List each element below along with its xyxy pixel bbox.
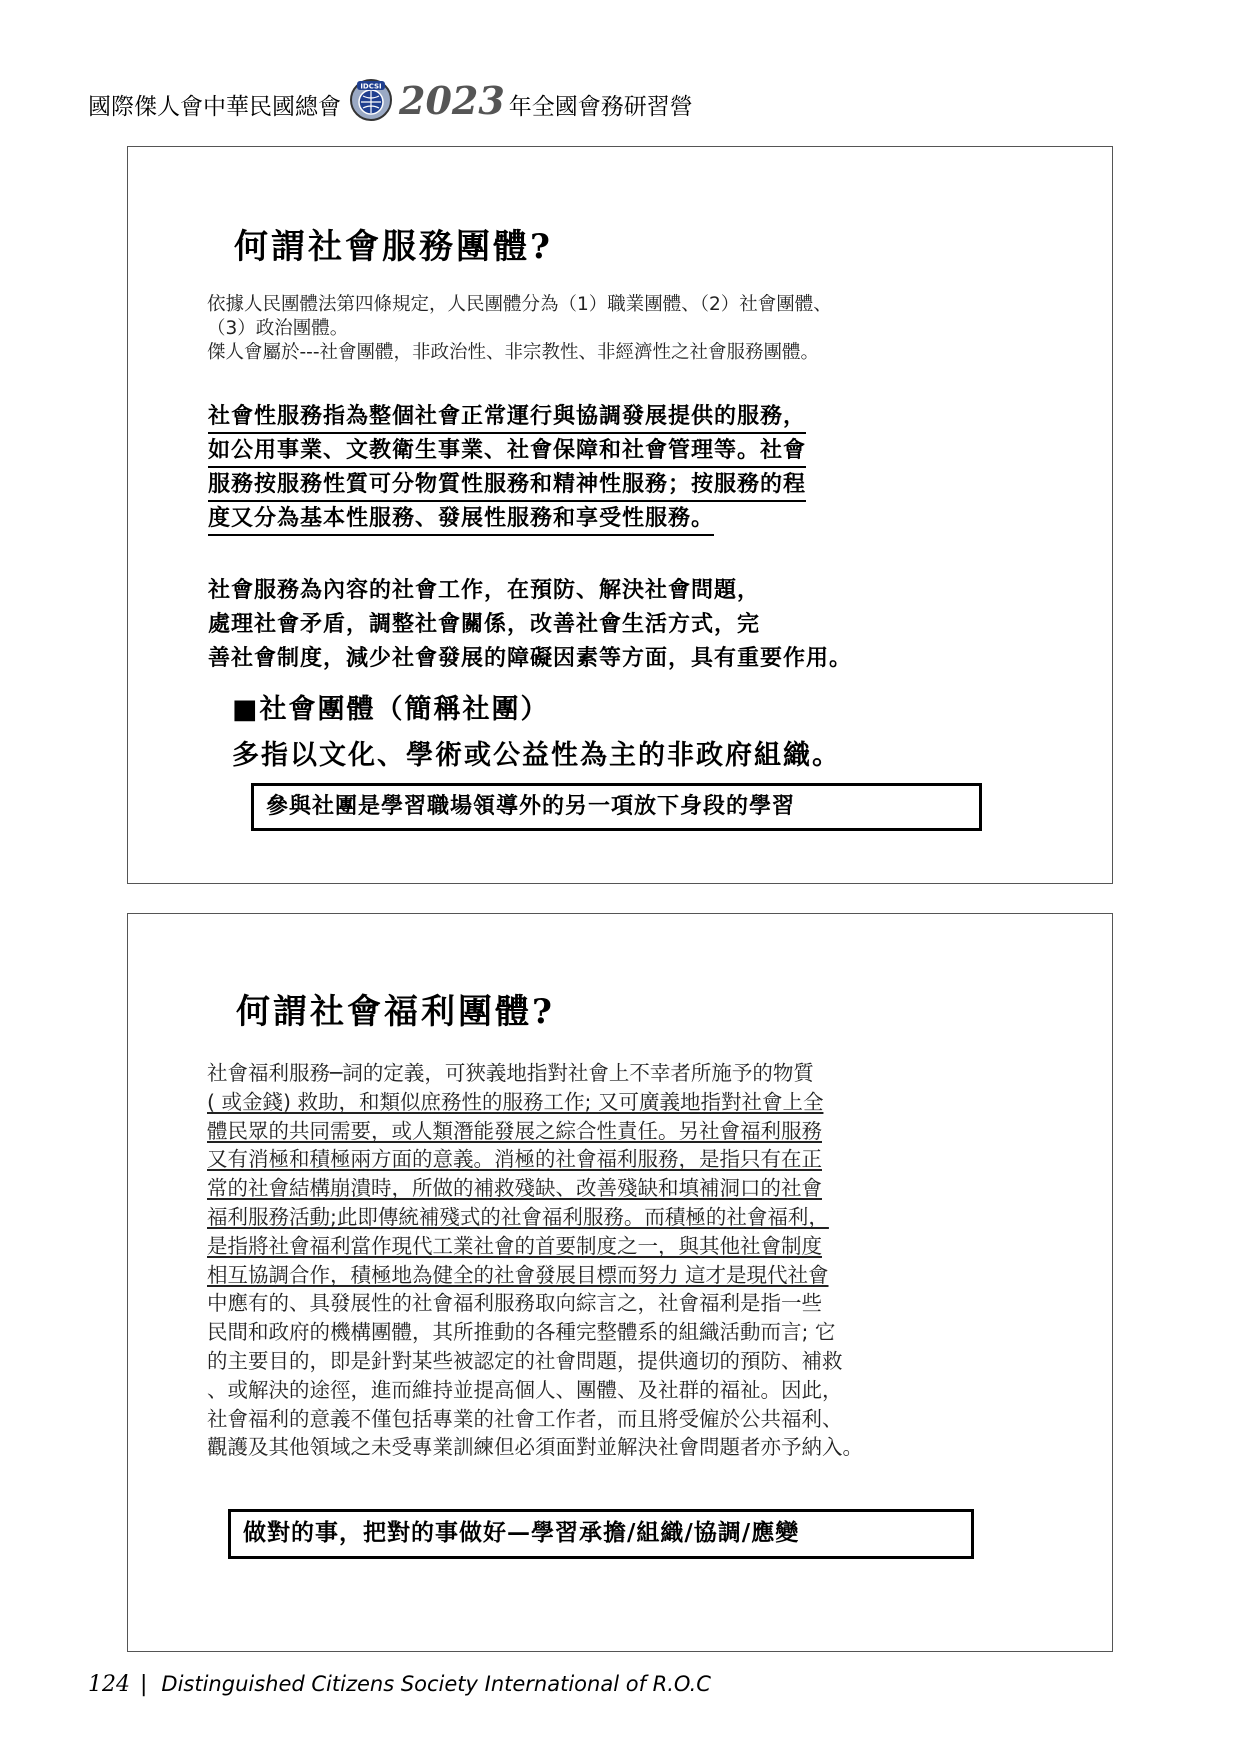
body-line: 相互協調合作，積極地為健全的社會發展目標而努力 這才是現代社會 [207, 1262, 829, 1287]
page-header [88, 72, 693, 122]
social-work-description [208, 573, 852, 675]
service-definition [208, 400, 806, 536]
slide-social-service-group [127, 146, 1113, 884]
slide2-body [207, 1059, 863, 1462]
slide1-highlight-text: 參與社團是學習職場領導外的另一項放下身段的學習 [266, 793, 796, 819]
page-number: 124 [88, 1672, 130, 1697]
slide2-highlight-text: 做對的事，把對的事做好—學習承擔/組織/協調/應變 [243, 1519, 800, 1546]
intro-line: （3）政治團體。 [207, 318, 349, 339]
body-line: ( 或金錢) 救助，和類似庶務性的服務工作; 又可廣義地指對社會上全 [207, 1089, 824, 1114]
definition-line: 社會性服務指為整個社會正常運行與協調發展提供的服務， [208, 400, 806, 434]
body-line: 社會福利的意義不僅包括專業的社會工作者，而且將受僱於公共福利、 [207, 1406, 843, 1431]
body-line: 、或解決的途徑，進而維持並提高個人、團體、及社群的福祉。因此， [207, 1377, 843, 1402]
work-line: 處理社會矛盾，調整社會關係，改善社會生活方式，完 [208, 611, 761, 637]
definition-line: 服務按服務性質可分物質性服務和精神性服務；按服務的程 [208, 468, 806, 502]
body-line: 中應有的、具發展性的社會福利服務取向綜言之，社會福利是指一些 [207, 1291, 822, 1316]
definition-line: 度又分為基本性服務、發展性服務和享受性服務。 [208, 502, 714, 536]
slide1-highlight-box [251, 783, 982, 831]
intro-line: 傑人會屬於---社會團體，非政治性、非宗教性、非經濟性之社會服務團體。 [207, 342, 820, 363]
society-logo [349, 78, 393, 122]
group-description: 多指以文化、學術或公益性為主的非政府組織。 [232, 740, 841, 771]
body-line: 的主要目的，即是針對某些被認定的社會問題，提供適切的預防、補救 [207, 1348, 843, 1373]
slide-social-welfare-group [127, 913, 1113, 1652]
social-group-definition [232, 687, 841, 779]
society-name: Distinguished Citizens Society International of R.O.C [161, 1672, 711, 1696]
slide2-highlight-box [228, 1509, 974, 1559]
organization-name: 國際傑人會中華民國總會 [88, 94, 341, 120]
body-line: 觀護及其他領域之未受專業訓練但必須面對並解決社會問題者亦予納入。 [207, 1435, 863, 1460]
intro-line: 依據人民團體法第四條規定，人民團體分為（1）職業團體、（2）社會團體、 [207, 294, 832, 315]
slide1-intro [207, 293, 832, 365]
group-heading: ■社會團體（簡稱社團） [232, 694, 550, 725]
definition-line: 如公用事業、文教衛生事業、社會保障和社會管理等。社會 [208, 434, 806, 468]
footer-separator: | [140, 1672, 148, 1697]
body-line: 常的社會結構崩潰時，所做的補救殘缺、改善殘缺和填補洞口的社會 [207, 1176, 822, 1201]
body-line: 民間和政府的機構團體，其所推動的各種完整體系的組織活動而言; 它 [207, 1320, 836, 1345]
logo-text: IDCSI [360, 82, 382, 91]
body-line: 是指將社會福利當作現代工業社會的首要制度之一，與其他社會制度 [207, 1233, 822, 1258]
body-line: 又有消極和積極兩方面的意義。消極的社會福利服務，是指只有在正 [207, 1147, 822, 1172]
body-line: 福利服務活動;此即傳統補殘式的社會福利服務。而積極的社會福利， [207, 1204, 829, 1229]
page-footer [88, 1672, 711, 1697]
event-year: 2023 [399, 78, 505, 123]
body-line: 社會福利服務─詞的定義，可狹義地指對社會上不幸者所施予的物質 [207, 1061, 814, 1085]
work-line: 善社會制度，減少社會發展的障礙因素等方面，具有重要作用。 [208, 645, 853, 671]
body-line: 體民眾的共同需要，或人類潛能發展之綜合性責任。另社會福利服務 [207, 1118, 822, 1143]
work-line: 社會服務為內容的社會工作，在預防、解決社會問題， [208, 577, 761, 603]
slide1-title: 何謂社會服務團體? [234, 227, 553, 267]
slide2-title: 何謂社會福利團體? [236, 992, 555, 1032]
event-name: 年全國會務研習營 [508, 94, 693, 120]
